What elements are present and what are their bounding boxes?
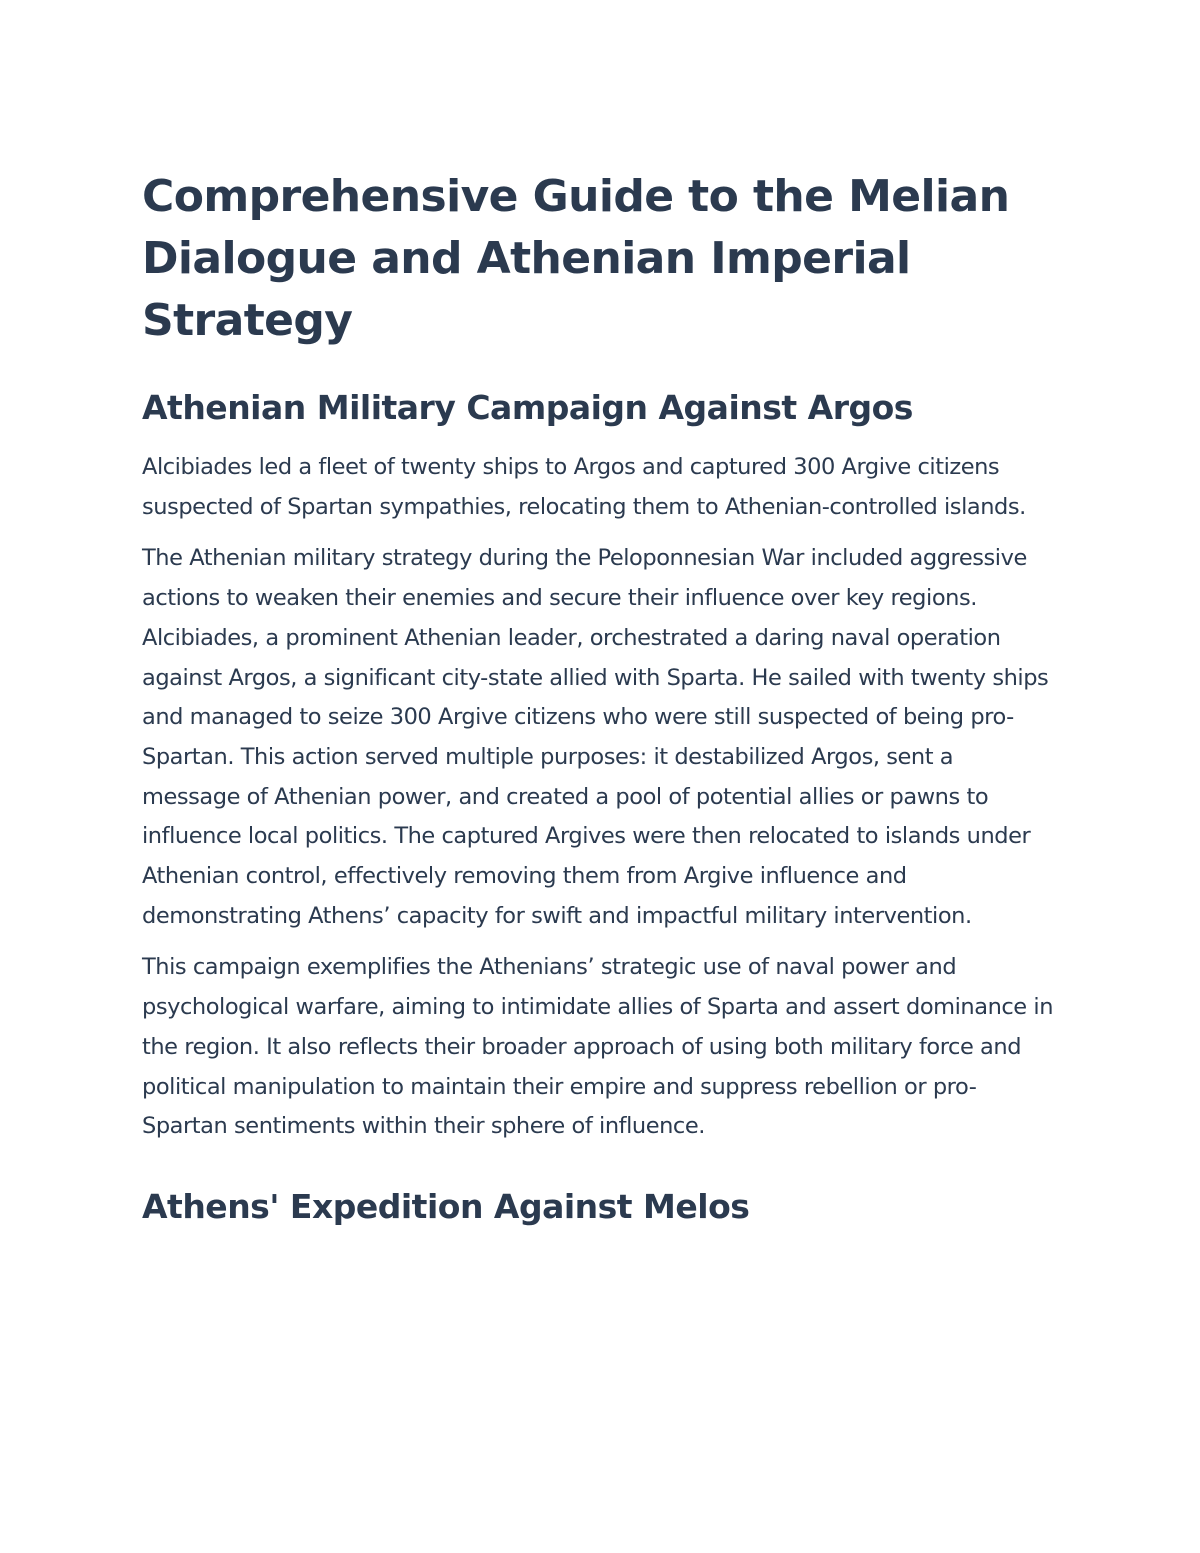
paragraph-summary: Alcibiades led a fleet of twenty ships to Argos and captured 300 Argive citizens suspected of Spartan sympathies, relocating them to Athenian-controlled islands. xyxy=(142,454,1026,520)
document-page xyxy=(142,166,1057,1229)
section-heading-argos: Athenian Military Campaign Against Argos xyxy=(142,388,913,427)
paragraph-significance: This campaign exemplifies the Athenians’ strategic use of naval power and psychological warfare, aiming to intimidate allies of Sparta and assert dominance in the region. It also reflects their broader approach of using both military force and political manipulation to maintain their empire and suppress rebellion or pro-Spartan sentiments within their sphere of influence. xyxy=(142,954,1054,1140)
paragraph-strategy: The Athenian military strategy during the Peloponnesian War included aggressive actions to weaken their enemies and secure their influence over key regions. Alcibiades, a prominent Athenian leader, orchestrated a daring naval operation against Argos, a significant city-state allied with Sparta. He sailed with twenty ships and managed to seize 300 Argive citizens who were still suspected of being pro-Spartan. This action served multiple purposes: it destabilized Argos, sent a message of Athenian power, and created a pool of potential allies or pawns to influence local politics. The captured Argives were then relocated to islands under Athenian control, effectively removing them from Argive influence and demonstrating Athens’ capacity for swift and impactful military intervention. xyxy=(142,545,1049,929)
document-title: Comprehensive Guide to the Melian Dialogue and Athenian Imperial Strategy xyxy=(142,171,1010,346)
section-melos-expedition xyxy=(142,1185,1057,1229)
section-argos-campaign xyxy=(142,386,1057,1147)
section-heading-melos: Athens' Expedition Against Melos xyxy=(142,1186,750,1226)
